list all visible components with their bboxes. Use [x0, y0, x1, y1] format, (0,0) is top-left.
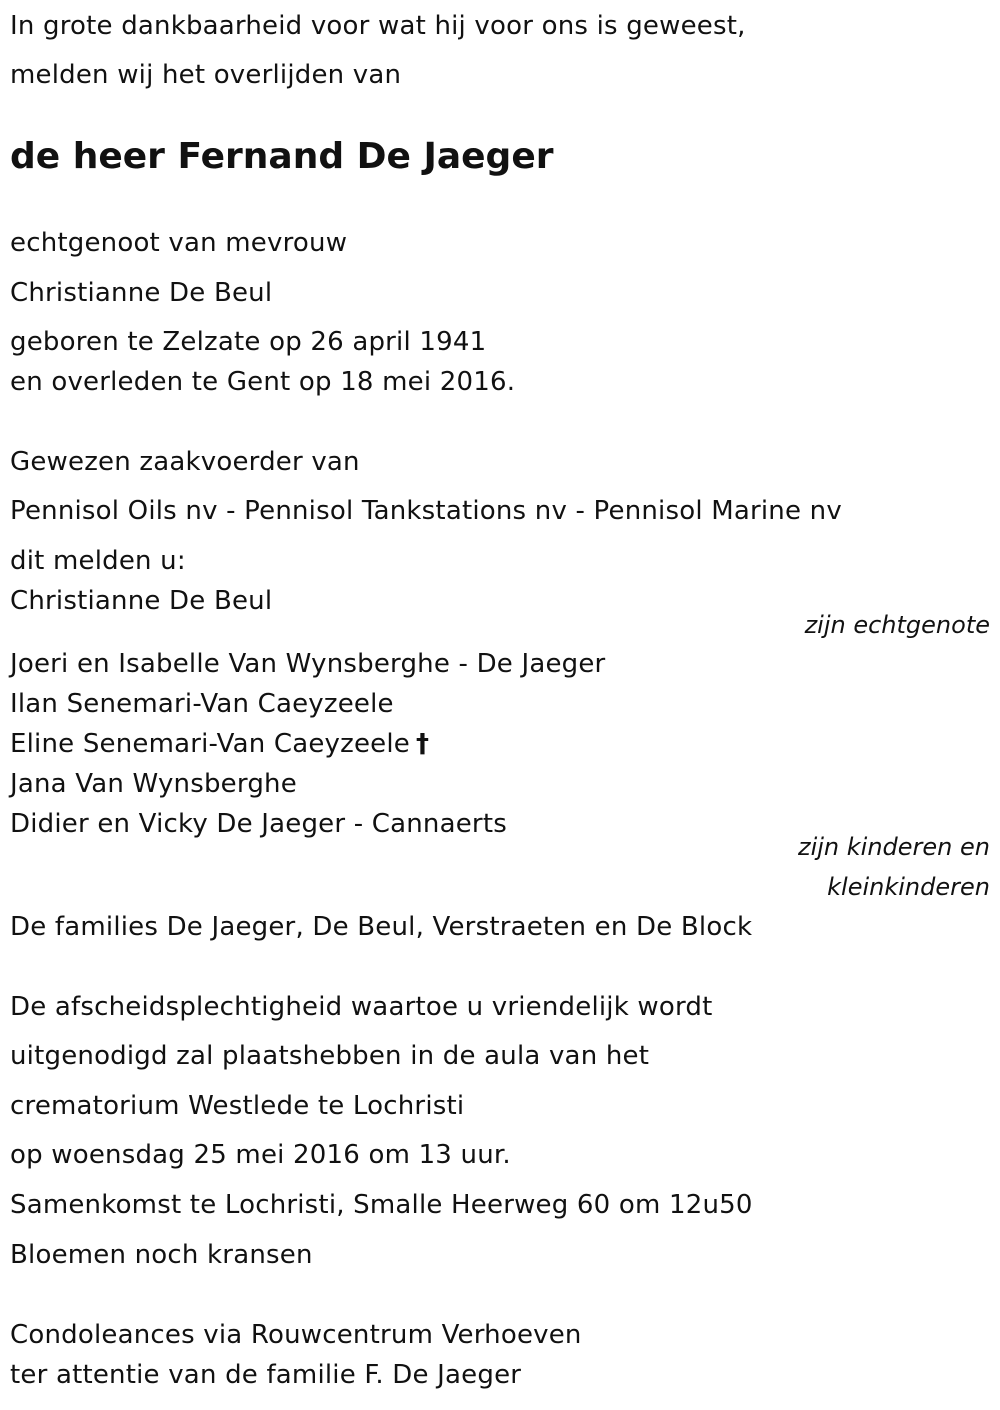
child-line-3-text: Eline Senemari-Van Caeyzeele — [10, 729, 410, 759]
child-line-1: Joeri en Isabelle Van Wynsberghe - De Jaeger — [10, 649, 606, 679]
deceased-name: de heer Fernand De Jaeger — [10, 136, 554, 177]
death-line: en overleden te Gent op 18 mei 2016. — [10, 367, 516, 397]
ceremony-line-1: De afscheidsplechtigheid waartoe u vriendelijk wordt — [10, 992, 713, 1022]
ceremony-line-6: Bloemen noch kransen — [10, 1240, 313, 1270]
child-line-4: Jana Van Wynsberghe — [10, 769, 297, 799]
ceremony-line-3: crematorium Westlede te Lochristi — [10, 1091, 465, 1121]
career-intro: Gewezen zaakvoerder van — [10, 447, 360, 477]
condolences-line-2: ter attentie van de familie F. De Jaeger — [10, 1360, 522, 1390]
child-line-5: Didier en Vicky De Jaeger - Cannaerts — [10, 809, 507, 839]
ceremony-line-5: Samenkomst te Lochristi, Smalle Heerweg 60 om 12u50 — [10, 1190, 753, 1220]
child-line-2: Ilan Senemari-Van Caeyzeele — [10, 689, 394, 719]
spouse-announcer: Christianne De Beul — [10, 586, 273, 616]
companies-line: Pennisol Oils nv - Pennisol Tankstations nv - Pennisol Marine nv — [10, 496, 842, 526]
ceremony-line-4: op woensdag 25 mei 2016 om 13 uur. — [10, 1140, 511, 1170]
child-line-3 — [10, 728, 429, 760]
intro-line-1: In grote dankbaarheid voor wat hij voor ons is geweest, — [10, 11, 746, 41]
children-role-2: kleinkinderen — [827, 873, 990, 901]
condolences-line-1: Condoleances via Rouwcentrum Verhoeven — [10, 1320, 582, 1350]
spouse-role: zijn echtgenote — [804, 611, 990, 639]
spouse-intro: echtgenoot van mevrouw — [10, 228, 348, 258]
children-role-1: zijn kinderen en — [798, 833, 990, 861]
families-line: De families De Jaeger, De Beul, Verstraeten en De Block — [10, 912, 753, 942]
announcers-intro: dit melden u: — [10, 546, 186, 576]
ceremony-line-2: uitgenodigd zal plaatshebben in de aula van het — [10, 1041, 650, 1071]
spouse-name: Christianne De Beul — [10, 278, 273, 308]
intro-line-2: melden wij het overlijden van — [10, 60, 402, 90]
cross-icon: † — [416, 729, 430, 759]
birth-line: geboren te Zelzate op 26 april 1941 — [10, 327, 487, 357]
